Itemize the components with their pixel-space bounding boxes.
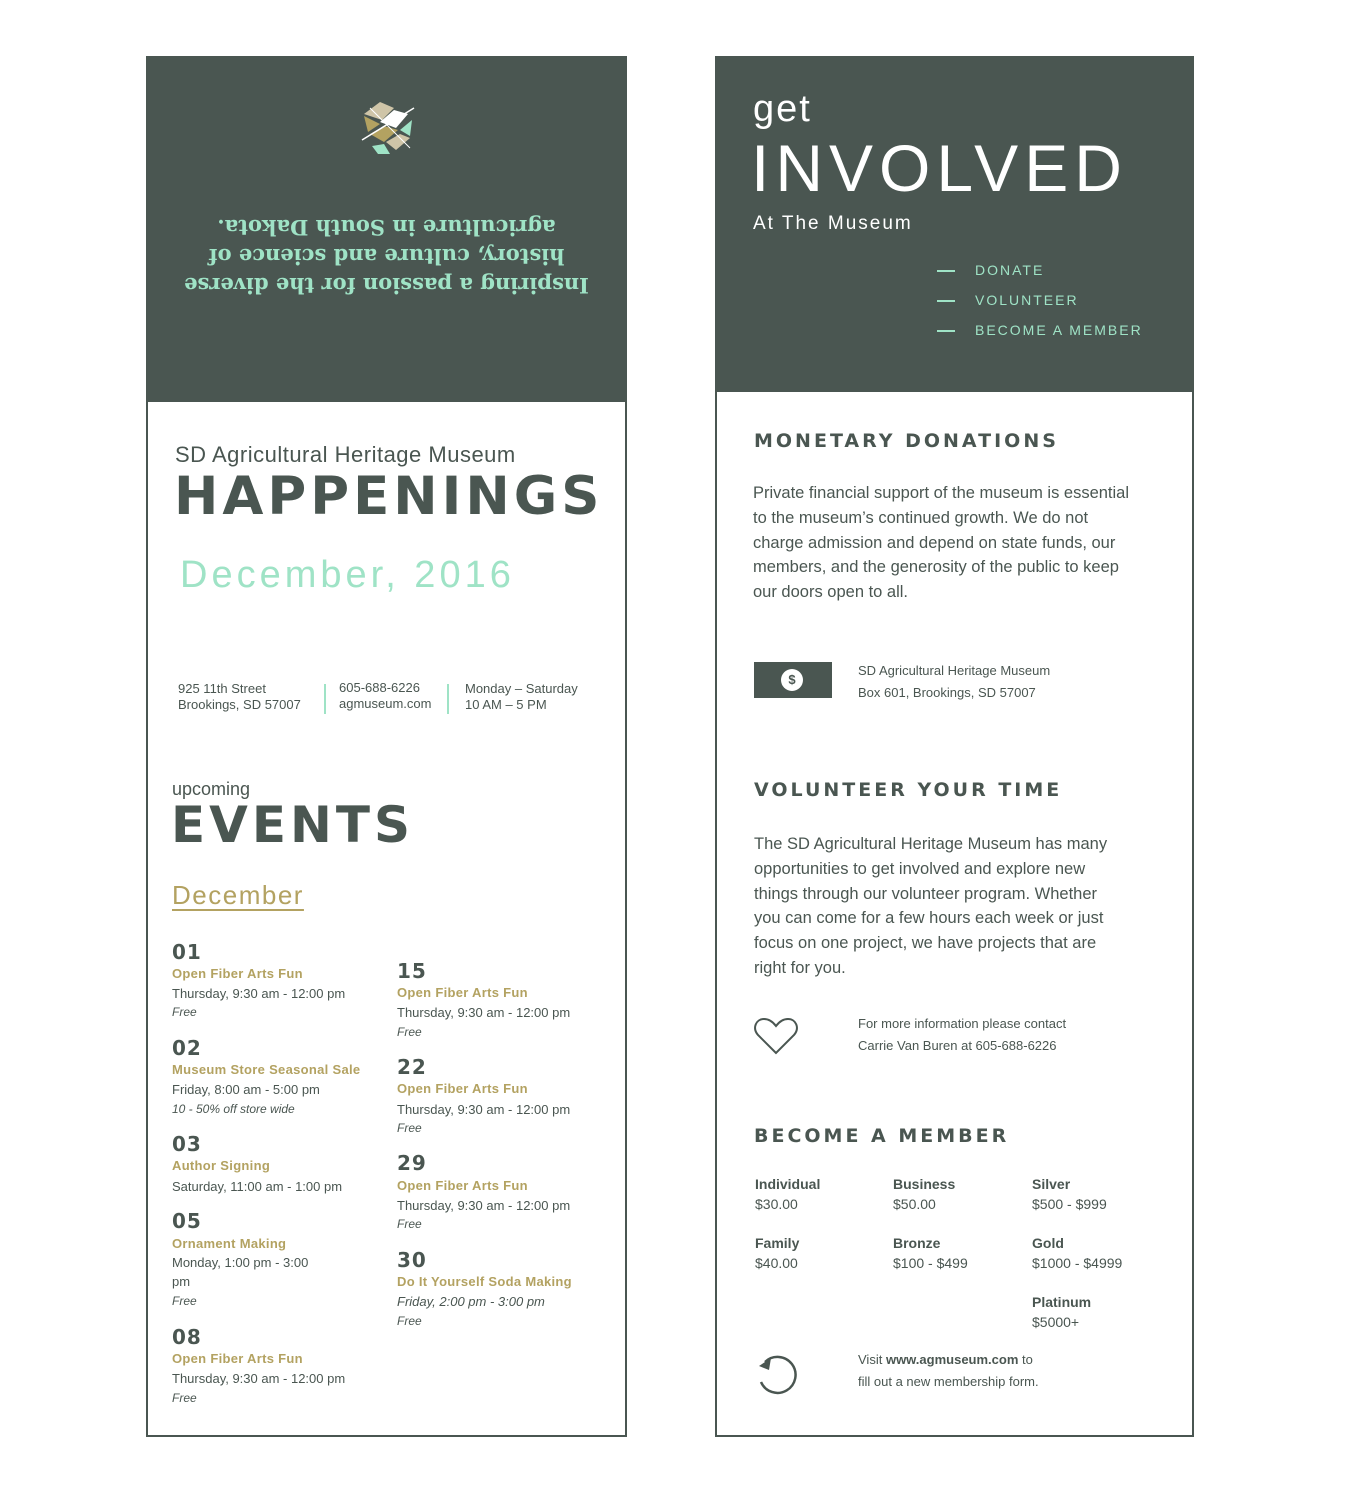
paragraph-line: opportunities to get involved and explore new — [754, 859, 1086, 878]
get-involved-panel — [715, 56, 1194, 1437]
event-note: Free — [172, 1005, 197, 1019]
address-block — [178, 681, 301, 713]
paragraph-line: things through our volunteer program. Whether — [754, 884, 1098, 903]
tier-name: Individual — [755, 1176, 821, 1192]
divider — [324, 684, 326, 714]
month-heading: December — [172, 880, 304, 910]
event-time: Thursday, 9:30 am - 12:00 pm — [172, 986, 346, 1001]
menu-become-member[interactable]: BECOME A MEMBER — [975, 322, 1143, 338]
paragraph-line: right for you. — [754, 958, 846, 977]
paragraph-line: focus on one project, we have projects that are — [754, 934, 1097, 953]
happenings-header — [148, 58, 625, 402]
event-title[interactable]: Open Fiber Arts Fun — [397, 1081, 528, 1096]
event-day: 15 — [397, 959, 427, 983]
museum-logo-icon — [360, 100, 420, 156]
event-title[interactable]: Open Fiber Arts Fun — [172, 966, 303, 981]
events-title: EVENTS — [171, 796, 414, 854]
event-time: Friday, 8:00 am - 5:00 pm — [172, 1082, 320, 1097]
event-title[interactable]: Do It Yourself Soda Making — [397, 1274, 572, 1289]
divider — [447, 684, 449, 714]
event-note: 10 - 50% off store wide — [172, 1102, 295, 1116]
website-link[interactable]: agmuseum.com — [339, 696, 432, 711]
event-day: 05 — [172, 1209, 202, 1233]
event-time: Monday, 1:00 pm - 3:00 — [172, 1255, 309, 1270]
event-title[interactable]: Open Fiber Arts Fun — [397, 985, 528, 1000]
happenings-title: HAPPENINGS — [174, 466, 604, 527]
event-note: Free — [397, 1217, 422, 1231]
visit-suffix: to — [1022, 1352, 1033, 1367]
paragraph-line: you can come for a few hours each week or just — [754, 909, 1104, 928]
header-subtitle: At The Museum — [753, 213, 913, 234]
paragraph-line: The SD Agricultural Heritage Museum has many — [754, 835, 1108, 853]
event-note: Free — [172, 1391, 197, 1405]
event-day: 29 — [397, 1151, 427, 1175]
mailing-address: Box 601, Brookings, SD 57007 — [858, 685, 1036, 700]
tier-price: $500 - $999 — [1032, 1196, 1107, 1212]
tier-price: $5000+ — [1032, 1314, 1080, 1330]
refresh-icon — [753, 1352, 801, 1398]
member-heading: BECOME A MEMBER — [754, 1125, 1010, 1147]
heart-icon — [753, 1016, 799, 1056]
museum-name: SD Agricultural Heritage Museum — [175, 442, 516, 467]
visit-url-link[interactable]: www.agmuseum.com — [885, 1352, 1019, 1367]
menu-volunteer[interactable]: VOLUNTEER — [975, 292, 1079, 308]
visit-line — [858, 1349, 1033, 1371]
event-day: 30 — [397, 1248, 427, 1272]
menu-dash — [937, 270, 955, 272]
visit-line-2: fill out a new membership form. — [858, 1374, 1039, 1389]
menu-dash — [937, 330, 955, 332]
event-day: 22 — [397, 1055, 427, 1079]
tier-name: Family — [755, 1235, 800, 1251]
event-title[interactable]: Ornament Making — [172, 1236, 287, 1251]
volunteer-contact-name: Carrie Van Buren at 605-688-6226 — [858, 1038, 1057, 1053]
event-title[interactable]: Open Fiber Arts Fun — [172, 1351, 303, 1366]
volunteer-contact: For more information please contact — [858, 1016, 1067, 1031]
tier-price: $40.00 — [755, 1255, 798, 1271]
paragraph-line: charge admission and depend on state funds, our — [753, 533, 1116, 552]
event-note: Free — [397, 1025, 422, 1039]
event-time: Thursday, 9:30 am - 12:00 pm — [172, 1371, 346, 1386]
event-time: pm — [172, 1274, 191, 1289]
event-note: Free — [397, 1314, 422, 1328]
event-day: 08 — [172, 1325, 202, 1349]
volunteer-heading: VOLUNTEER YOUR TIME — [754, 779, 1063, 801]
menu-donate[interactable]: DONATE — [975, 262, 1045, 278]
paragraph-line: to the museum’s continued growth. We do not — [753, 508, 1089, 527]
visit-prefix: Visit — [858, 1352, 883, 1367]
paragraph-line: members, and the generosity of the public to keep — [753, 558, 1119, 577]
hours-days: Monday – Saturday — [465, 681, 578, 696]
donations-paragraph — [753, 481, 1129, 605]
event-time: Thursday, 9:30 am - 12:00 pm — [397, 1005, 571, 1020]
event-note: Free — [397, 1121, 422, 1135]
event-time: Thursday, 9:30 am - 12:00 pm — [397, 1102, 571, 1117]
volunteer-paragraph — [754, 832, 1107, 981]
event-time: Friday, 2:00 pm - 3:00 pm — [397, 1294, 545, 1309]
get-involved-header — [717, 58, 1192, 392]
get-label: get — [753, 88, 812, 130]
event-day: 01 — [172, 940, 202, 964]
tagline-line: history, culture and science of — [208, 244, 565, 269]
money-icon — [754, 662, 832, 698]
involved-title: INVOLVED — [751, 131, 1128, 205]
tier-price: $50.00 — [893, 1196, 936, 1212]
hours-block — [465, 681, 578, 713]
tier-name: Business — [893, 1176, 956, 1192]
event-day: 03 — [172, 1132, 202, 1156]
tier-name: Platinum — [1032, 1294, 1092, 1310]
event-title[interactable]: Author Signing — [172, 1158, 271, 1173]
address-line: 925 11th Street — [178, 681, 266, 696]
event-day: 02 — [172, 1036, 202, 1060]
contact-block — [339, 680, 431, 712]
tagline-line: Inspiring a passion for the diverse — [184, 273, 589, 298]
paragraph-line: Private financial support of the museum is essential — [753, 484, 1130, 502]
happenings-panel — [146, 56, 627, 1437]
address-line: Brookings, SD 57007 — [178, 697, 301, 712]
tagline-upside-down — [148, 213, 625, 300]
tier-name: Bronze — [893, 1235, 941, 1251]
tier-name: Silver — [1032, 1176, 1071, 1192]
event-note: Free — [172, 1294, 197, 1308]
event-title[interactable]: Museum Store Seasonal Sale — [172, 1062, 361, 1077]
phone-number: 605-688-6226 — [339, 680, 420, 695]
tagline-line: agriculture in South Dakota. — [217, 215, 556, 240]
upcoming-label: upcoming — [172, 779, 251, 799]
hours-time: 10 AM – 5 PM — [465, 697, 547, 712]
tier-name: Gold — [1032, 1235, 1064, 1251]
event-time: Thursday, 9:30 am - 12:00 pm — [397, 1198, 571, 1213]
paragraph-line: our doors open to all. — [753, 583, 909, 602]
issue-date: December, 2016 — [180, 554, 515, 596]
tier-price: $100 - $499 — [893, 1255, 968, 1271]
tier-price: $30.00 — [755, 1196, 798, 1212]
tier-price: $1000 - $4999 — [1032, 1255, 1123, 1271]
mailing-name: SD Agricultural Heritage Museum — [858, 663, 1051, 678]
event-time: Saturday, 11:00 am - 1:00 pm — [172, 1179, 343, 1194]
event-title[interactable]: Open Fiber Arts Fun — [397, 1178, 528, 1193]
menu-dash — [937, 300, 955, 302]
dollar-icon: $ — [781, 669, 803, 691]
donations-heading: MONETARY DONATIONS — [754, 430, 1059, 452]
